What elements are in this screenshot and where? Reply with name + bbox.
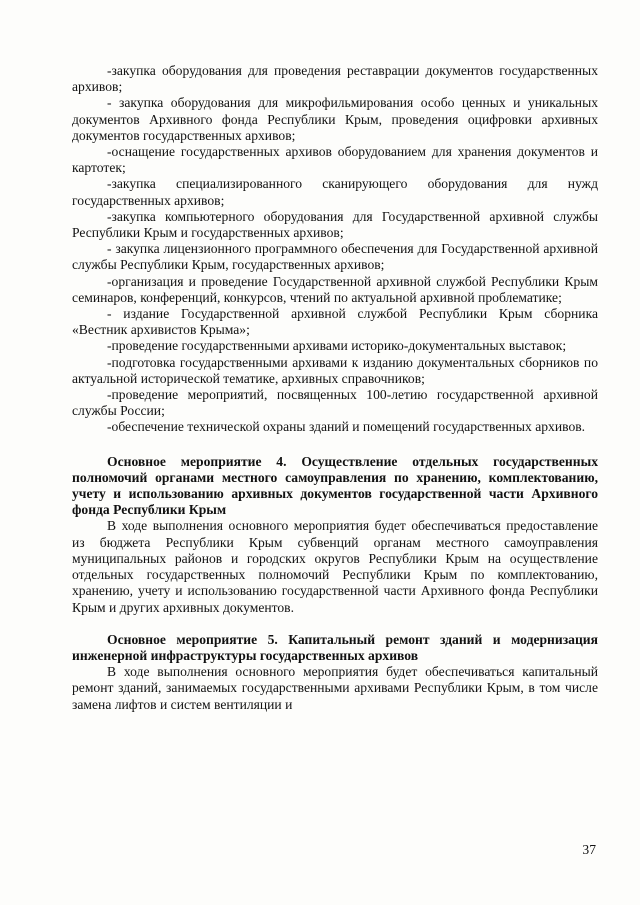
- section-5: [72, 632, 598, 713]
- list-item: -проведение государственными архивами историко-документальных выставок;: [107, 338, 567, 354]
- section-5-heading: Основное мероприятие 5. Капитальный ремонт зданий и модернизация инженерной инфраструктуры государственных архивов: [72, 631, 598, 663]
- list-item: -обеспечение технической охраны зданий и помещений государственных архивов.: [107, 419, 586, 435]
- section-5-body: В ходе выполнения основного мероприятия будет обеспечиваться капитальный ремонт зданий, занимаемых государственными архивами Республики Крым, в том числе замена лифтов и систем вентиляции и: [72, 664, 598, 712]
- list-item: -закупка специализированного сканирующего оборудования для нужд государственных архивов;: [72, 176, 598, 208]
- section-4-heading: Основное мероприятие 4. Осуществление отдельных государственных полномочий органами местного самоуправления по хранению, комплектованию, учету и использованию архивных документов государственной части Архивного фонда Республики Крым: [72, 453, 598, 518]
- list-item: -закупка компьютерного оборудования для Государственной архивной службы Республики Крым и государственных архивов;: [72, 208, 598, 241]
- page-number: 37: [582, 842, 596, 857]
- section-4: [72, 454, 598, 616]
- list-item: - закупка оборудования для микрофильмирования особо ценных и уникальных документов Архивного фонда Республики Крым, проведения оцифровки архивных документов государственных архивов;: [72, 95, 598, 143]
- list-item: -закупка оборудования для проведения реставрации документов государственных архивов;: [72, 63, 598, 95]
- list-item: - закупка лицензионного программного обеспечения для Государственной архивной службы Республики Крым, государственных архивов;: [72, 241, 598, 273]
- list-item: - издание Государственной архивной службой Республики Крым сборника «Вестник архивистов Крыма»;: [72, 306, 598, 338]
- list-item: -подготовка государственными архивами к изданию документальных сборников по актуальной исторической тематике, архивных справочников;: [72, 354, 598, 386]
- list-item: -оснащение государственных архивов оборудованием для хранения документов и картотек;: [72, 144, 598, 176]
- activities-list: [72, 63, 598, 436]
- section-4-body: В ходе выполнения основного мероприятия будет обеспечиваться предоставление из бюджета Республики Крым субвенций органам местного самоуправления муниципальных районов и городских округов Республики Крым на осуществление отдельных государственных полномочий Республики Крым по комплектованию, хранению, учету и использованию государственной части Архивного фонда Республики Крым и других архивных документов.: [72, 518, 598, 615]
- list-item: -проведение мероприятий, посвященных 100-летию государственной архивной службы России;: [72, 387, 598, 419]
- list-item: -организация и проведение Государственной архивной службой Республики Крым семинаров, конференций, конкурсов, чтений по актуальной архивной проблематике;: [72, 273, 598, 305]
